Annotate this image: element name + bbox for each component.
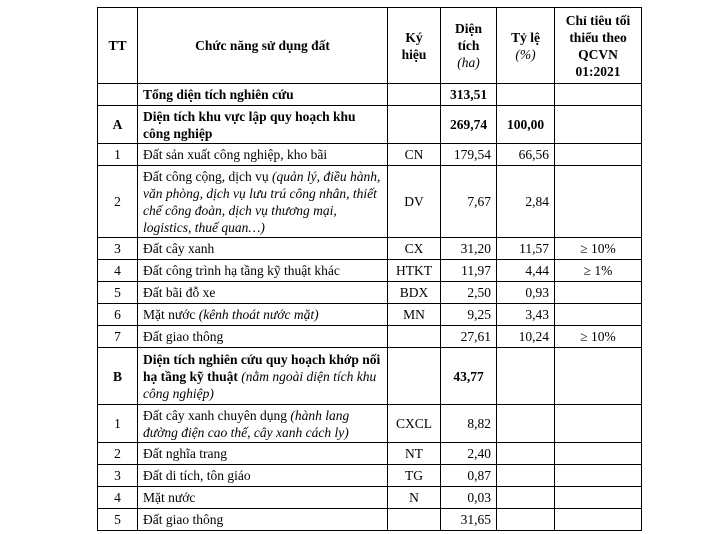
row-area: 8,82 (441, 405, 497, 443)
row-name-note: (hành lang đường điện cao thế, cây xanh cách ly) (143, 407, 350, 440)
row-tt: 1 (98, 144, 138, 166)
section-a-ratio: 100,00 (497, 106, 555, 144)
section-b-tt: B (98, 348, 138, 405)
table-row (98, 166, 642, 238)
row-ratio: 3,43 (497, 304, 555, 326)
row-name-note: (quản lý, điều hành, văn phòng, dịch vụ lưu trú công nhân, thiết chế công đoàn, dịch vụ thương mại, logistics, thuế quan…) (143, 168, 381, 235)
row-symbol: CX (388, 238, 441, 260)
row-ratio (497, 443, 555, 465)
row-area: 31,65 (441, 509, 497, 531)
row-ratio: 0,93 (497, 282, 555, 304)
header-target-line2: thiểu theo (569, 29, 627, 45)
row-area: 31,20 (441, 238, 497, 260)
section-a-row (98, 106, 642, 144)
row-symbol: NT (388, 443, 441, 465)
row-target (555, 465, 642, 487)
header-area-line2: tích (457, 38, 480, 53)
row-name-note: (kênh thoát nước mặt) (198, 307, 319, 322)
row-name (138, 465, 388, 487)
header-area-line1: Diện (455, 21, 482, 36)
row-ratio: 66,56 (497, 144, 555, 166)
row-target: ≥ 10% (555, 238, 642, 260)
total-target (555, 84, 642, 106)
row-symbol: N (388, 487, 441, 509)
row-name (138, 487, 388, 509)
row-ratio: 2,84 (497, 166, 555, 238)
row-tt: 2 (98, 443, 138, 465)
table-row (98, 238, 642, 260)
row-symbol (388, 326, 441, 348)
row-name (138, 405, 388, 443)
header-target-line1: Chỉ tiêu tối (565, 12, 631, 28)
row-target: ≥ 10% (555, 326, 642, 348)
header-target-line3: QCVN (578, 46, 618, 62)
row-target (555, 144, 642, 166)
total-row (98, 84, 642, 106)
row-name (138, 282, 388, 304)
row-name-text: Đất công cộng, dịch vụ (143, 168, 272, 184)
section-b-target (555, 348, 642, 405)
row-tt: 2 (98, 166, 138, 238)
table-row (98, 326, 642, 348)
header-ratio-label: Tỷ lệ (511, 29, 540, 45)
row-name-text: Đất nghĩa trang (143, 446, 227, 461)
table-row (98, 260, 642, 282)
section-b-row (98, 348, 642, 405)
row-ratio: 10,24 (497, 326, 555, 348)
row-target (555, 282, 642, 304)
row-area: 27,61 (441, 326, 497, 348)
row-tt: 7 (98, 326, 138, 348)
row-symbol: MN (388, 304, 441, 326)
header-tt: TT (98, 8, 138, 84)
row-area: 2,50 (441, 282, 497, 304)
section-a-area: 269,74 (441, 106, 497, 144)
header-area-unit: (ha) (457, 55, 480, 70)
header-row (98, 8, 642, 84)
header-ratio (497, 8, 555, 84)
header-symbol-line1: Ký (405, 29, 423, 45)
row-name (138, 238, 388, 260)
row-name (138, 166, 388, 238)
row-name-text: Đất di tích, tôn giáo (143, 468, 251, 483)
row-ratio: 11,57 (497, 238, 555, 260)
row-area: 0,87 (441, 465, 497, 487)
row-ratio: 4,44 (497, 260, 555, 282)
total-tt (98, 84, 138, 106)
row-tt: 3 (98, 465, 138, 487)
table-row (98, 282, 642, 304)
row-tt: 3 (98, 238, 138, 260)
row-ratio (497, 405, 555, 443)
row-name-text: Đất giao thông (143, 512, 224, 527)
row-name-text: Đất bãi đỗ xe (143, 285, 216, 300)
table-row (98, 144, 642, 166)
row-target (555, 304, 642, 326)
row-target (555, 166, 642, 238)
row-ratio (497, 465, 555, 487)
section-b-note: (nằm ngoài diện tích khu công nghiệp) (143, 368, 377, 401)
row-name-text: Mặt nước (143, 490, 196, 505)
row-name (138, 304, 388, 326)
row-symbol (388, 509, 441, 531)
row-tt: 4 (98, 260, 138, 282)
row-area: 9,25 (441, 304, 497, 326)
row-name (138, 443, 388, 465)
header-area (441, 8, 497, 84)
row-tt: 6 (98, 304, 138, 326)
section-b-name (138, 348, 388, 405)
total-ratio (497, 84, 555, 106)
table-row (98, 465, 642, 487)
row-name-text: Đất cây xanh chuyên dụng (143, 407, 291, 423)
section-b-area: 43,77 (441, 348, 497, 405)
row-name-text: Đất giao thông (143, 329, 224, 344)
table-row (98, 443, 642, 465)
row-ratio (497, 509, 555, 531)
row-symbol: TG (388, 465, 441, 487)
row-area: 2,40 (441, 443, 497, 465)
row-target (555, 509, 642, 531)
row-name-text: Đất cây xanh (143, 241, 215, 256)
row-area: 179,54 (441, 144, 497, 166)
total-symbol (388, 84, 441, 106)
land-use-table (97, 7, 642, 531)
row-tt: 4 (98, 487, 138, 509)
row-name (138, 326, 388, 348)
row-name (138, 144, 388, 166)
section-b-ratio (497, 348, 555, 405)
row-tt: 5 (98, 282, 138, 304)
table-row (98, 405, 642, 443)
section-b-symbol (388, 348, 441, 405)
section-a-symbol (388, 106, 441, 144)
row-target (555, 443, 642, 465)
table-row (98, 509, 642, 531)
header-ratio-unit: (%) (515, 46, 536, 62)
row-target (555, 405, 642, 443)
row-name (138, 509, 388, 531)
row-symbol: CXCL (388, 405, 441, 443)
row-symbol: DV (388, 166, 441, 238)
row-symbol: HTKT (388, 260, 441, 282)
table-row (98, 304, 642, 326)
total-name: Tổng diện tích nghiên cứu (138, 84, 388, 106)
section-a-name: Diện tích khu vực lập quy hoạch khu công nghiệp (138, 106, 388, 144)
section-a-target (555, 106, 642, 144)
header-symbol (388, 8, 441, 84)
row-name-text: Đất sản xuất công nghiệp, kho bãi (143, 147, 328, 162)
row-tt: 5 (98, 509, 138, 531)
total-area: 313,51 (441, 84, 497, 106)
row-name-text: Đất công trình hạ tầng kỹ thuật khác (143, 263, 340, 278)
header-target-line4: 01:2021 (575, 63, 621, 79)
table-row (98, 487, 642, 509)
header-target (555, 8, 642, 84)
section-b-name-text: Diện tích nghiên cứu quy hoạch khớp nối hạ tầng kỹ thuật (143, 351, 381, 384)
row-target: ≥ 1% (555, 260, 642, 282)
row-symbol: BDX (388, 282, 441, 304)
row-area: 7,67 (441, 166, 497, 238)
header-symbol-line2: hiệu (401, 46, 427, 62)
row-area: 0,03 (441, 487, 497, 509)
row-ratio (497, 487, 555, 509)
section-a-tt: A (98, 106, 138, 144)
row-area: 11,97 (441, 260, 497, 282)
row-target (555, 487, 642, 509)
row-tt: 1 (98, 405, 138, 443)
row-name (138, 260, 388, 282)
row-symbol: CN (388, 144, 441, 166)
header-function: Chức năng sử dụng đất (138, 8, 388, 84)
row-name-text: Mặt nước (143, 307, 199, 322)
